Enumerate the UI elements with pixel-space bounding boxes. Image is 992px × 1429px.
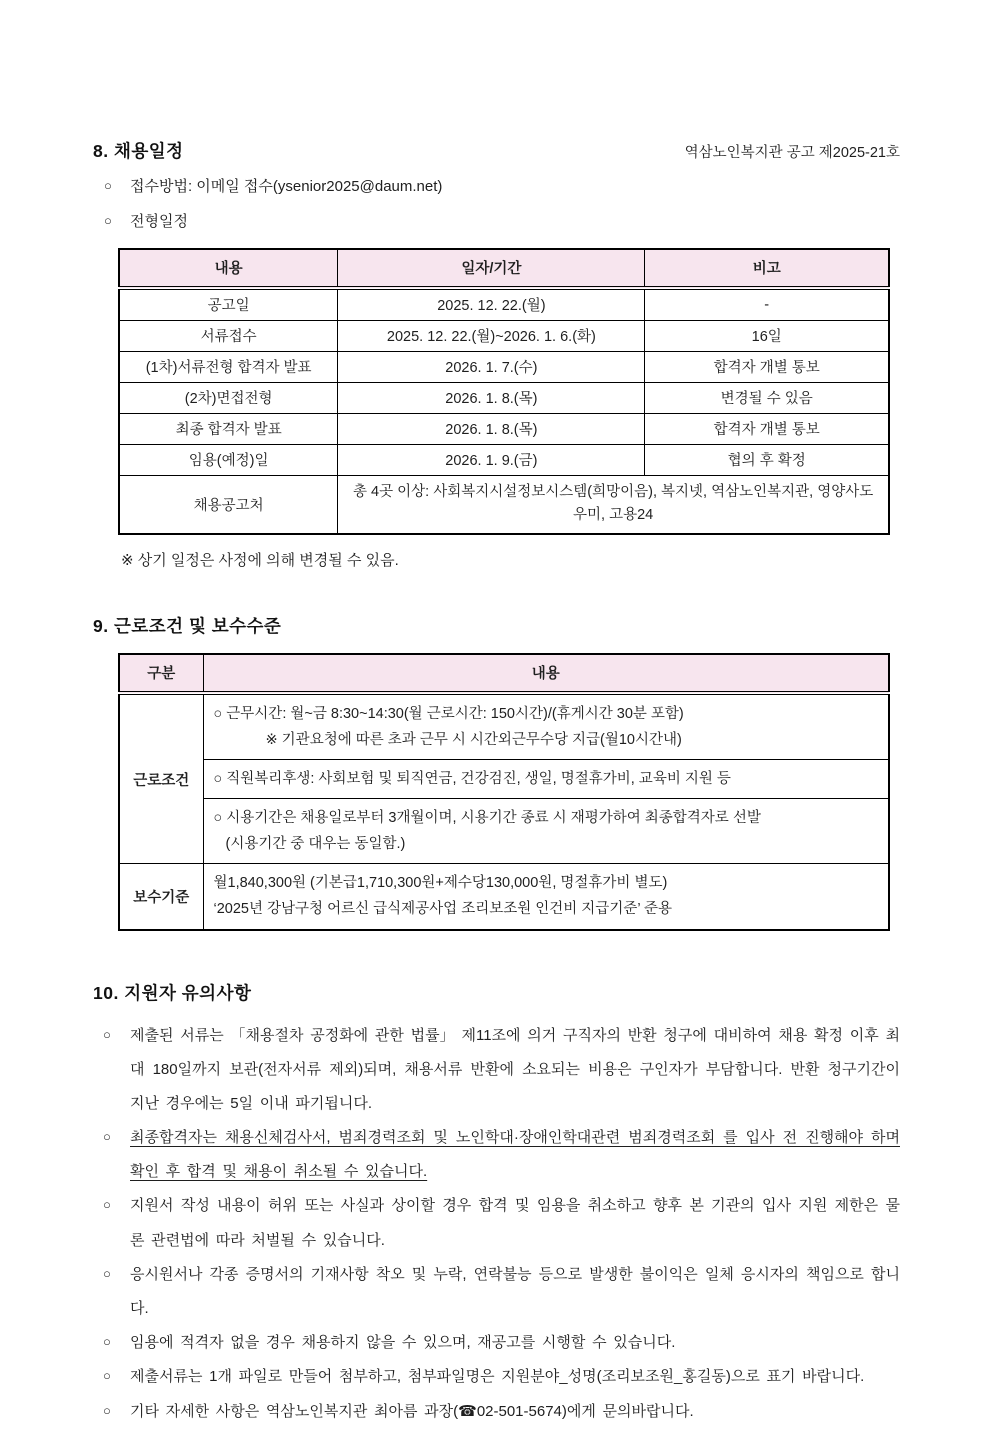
row-label: (1차)서류전형 합격자 발표 — [119, 351, 338, 382]
table-row — [119, 351, 889, 382]
notice-item — [93, 1326, 900, 1360]
row-remark: 16일 — [645, 320, 889, 351]
notice-item — [93, 1258, 900, 1326]
notice-text: 지원서 작성 내용이 허위 또는 사실과 상이할 경우 합격 및 임용을 취소하고 향후 본 기관의 입사 지원 제한은 물론 관련법에 따라 처벌될 수 있습니다. — [130, 1197, 900, 1249]
row-date: 2025. 12. 22.(월) — [338, 288, 645, 321]
bullet-icon: ○ — [103, 1197, 111, 1213]
schedule-note: ※ 상기 일정은 사정에 의해 변경될 수 있음. — [121, 552, 399, 570]
probation-line2: (시용기간 중 대우는 동일함.) — [225, 836, 406, 853]
row-date: 2026. 1. 8.(목) — [338, 413, 645, 444]
conditions-table — [118, 653, 890, 931]
row-label: 공고일 — [119, 288, 338, 321]
notice-text: 제출서류는 1개 파일로 만들어 첨부하고, 첨부파일명은 지원분야_성명(조리보조원_홍길동)으로 표기 바랍니다. — [130, 1368, 865, 1386]
pay-cell — [203, 864, 889, 930]
row-remark: 협의 후 확정 — [645, 444, 889, 475]
notice-item — [93, 1019, 900, 1122]
schedule-label-line — [93, 211, 900, 233]
row-label: 최종 합격자 발표 — [119, 413, 338, 444]
table-row — [119, 288, 889, 321]
welfare-cell: ○ 직원복리후생: 사회보험 및 퇴직연금, 건강검진, 생일, 명절휴가비, 교육비 지원 등 — [203, 760, 889, 799]
col-header-date: 일자/기간 — [338, 249, 645, 288]
row-date: 2026. 1. 7.(수) — [338, 351, 645, 382]
col-header-content: 내용 — [119, 249, 338, 288]
publish-channels: 총 4곳 이상: 사회복지시설정보시스템(희망이음), 복지넷, 역삼노인복지관, 영양사도우미, 고용24 — [338, 475, 889, 534]
schedule-table — [118, 248, 890, 536]
table-row — [119, 320, 889, 351]
notice-item — [93, 1189, 900, 1257]
bullet-icon: ○ — [103, 1402, 111, 1418]
row-remark: 합격자 개별 통보 — [645, 413, 889, 444]
notice-list — [93, 1019, 900, 1429]
apply-method-text: 접수방법: 이메일 접수(ysenior2025@daum.net) — [130, 178, 443, 195]
apply-method-line — [93, 176, 900, 198]
bullet-icon: ○ — [103, 1334, 111, 1350]
schedule-label-text: 전형일정 — [130, 212, 188, 230]
table-row-publish — [119, 475, 889, 534]
row-remark: 변경될 수 있음 — [645, 382, 889, 413]
workhours-cell — [203, 693, 889, 760]
row-date: 2026. 1. 9.(금) — [338, 444, 645, 475]
notice-text: 기타 자세한 사항은 역삼노인복지관 최아름 과장(☎02-501-5674)에게 문의바랍니다. — [130, 1402, 694, 1420]
notice-text: 응시원서나 각종 증명서의 기재사항 착오 및 누락, 연락불능 등으로 발생한 불이익은 일체 응시자의 책임으로 합니다. — [130, 1265, 900, 1317]
probation-line1: ○ 시용기간은 채용일로부터 3개월이며, 시용기간 종료 시 재평가하여 최종합격자로 선발 — [213, 810, 761, 827]
workhours-line2: ※ 기관요청에 따른 초과 근무 시 시간외근무수당 지급(월10시간내) — [265, 731, 682, 748]
col-header-group: 구분 — [119, 654, 203, 693]
table-row — [119, 382, 889, 413]
workhours-line1: ○ 근무시간: 월~금 8:30~14:30(월 근로시간: 150시간)/(휴게시간 30분 포함) — [213, 705, 684, 722]
col-header-content: 내용 — [203, 654, 889, 693]
bullet-icon: ○ — [103, 1026, 111, 1042]
bullet-icon: ○ — [104, 178, 112, 193]
notice-text: 임용에 적격자 없을 경우 채용하지 않을 수 있으며, 재공고를 시행할 수 있습니다. — [130, 1334, 676, 1352]
bullet-icon: ○ — [103, 1129, 111, 1145]
notice-item — [93, 1360, 900, 1394]
schedule-table-header-row — [119, 249, 889, 288]
probation-cell — [203, 799, 889, 864]
pay-line2: ‘2025년 강남구청 어르신 급식제공사업 조리보조원 인건비 지급기준’ 준용 — [213, 901, 673, 918]
notice-item — [93, 1395, 900, 1429]
group-label-work: 근로조건 — [119, 693, 203, 864]
conditions-table-header-row — [119, 654, 889, 693]
col-header-remark: 비고 — [645, 249, 889, 288]
row-date: 2025. 12. 22.(월)~2026. 1. 6.(화) — [338, 320, 645, 351]
table-row-pay — [119, 864, 889, 930]
table-row — [119, 413, 889, 444]
table-row-welfare — [119, 760, 889, 799]
table-row — [119, 444, 889, 475]
section10-title: 10. 지원자 유의사항 — [93, 982, 252, 1003]
notice-item-underlined — [93, 1121, 900, 1189]
group-label-pay: 보수기준 — [119, 864, 203, 930]
row-label: 채용공고처 — [119, 475, 338, 534]
row-date: 2026. 1. 8.(목) — [338, 382, 645, 413]
row-label: 서류접수 — [119, 320, 338, 351]
notice-text: 최종합격자는 채용신체검사서, 범죄경력조회 및 노인학대·장애인학대관련 범죄경력조회 를 입사 전 진행해야 하며 확인 후 합격 및 채용이 취소될 수 있습니다. — [130, 1129, 900, 1181]
pay-line1: 월1,840,300원 (기본급1,710,300원+제수당130,000원, 명절휴가비 별도) — [213, 875, 668, 892]
notice-text: 제출된 서류는 「채용절차 공정화에 관한 법률」 제11조에 의거 구직자의 반환 청구에 대비하여 채용 확정 이후 최대 180일까지 보관(전자서류 제외)되며, 채용서류 반환에 소요되는 비용은 구인자가 부담합니다. 반환 청구기간이 지난 경우에는 5일 이내 파기됩니다. — [130, 1026, 900, 1112]
bullet-icon: ○ — [103, 1368, 111, 1384]
table-row-workhours — [119, 693, 889, 760]
doc-number: 역삼노인복지관 공고 제2025-21호 — [684, 145, 900, 161]
row-label: (2차)면접전형 — [119, 382, 338, 413]
row-remark: 합격자 개별 통보 — [645, 351, 889, 382]
row-label: 임용(예정)일 — [119, 444, 338, 475]
bullet-icon: ○ — [103, 1265, 111, 1281]
bullet-icon: ○ — [104, 212, 112, 228]
section8-title: 8. 채용일정 — [93, 141, 184, 161]
row-remark: - — [645, 288, 889, 321]
section9-title: 9. 근로조건 및 보수수준 — [93, 615, 282, 636]
table-row-probation — [119, 799, 889, 864]
section8-header-row — [93, 138, 900, 163]
